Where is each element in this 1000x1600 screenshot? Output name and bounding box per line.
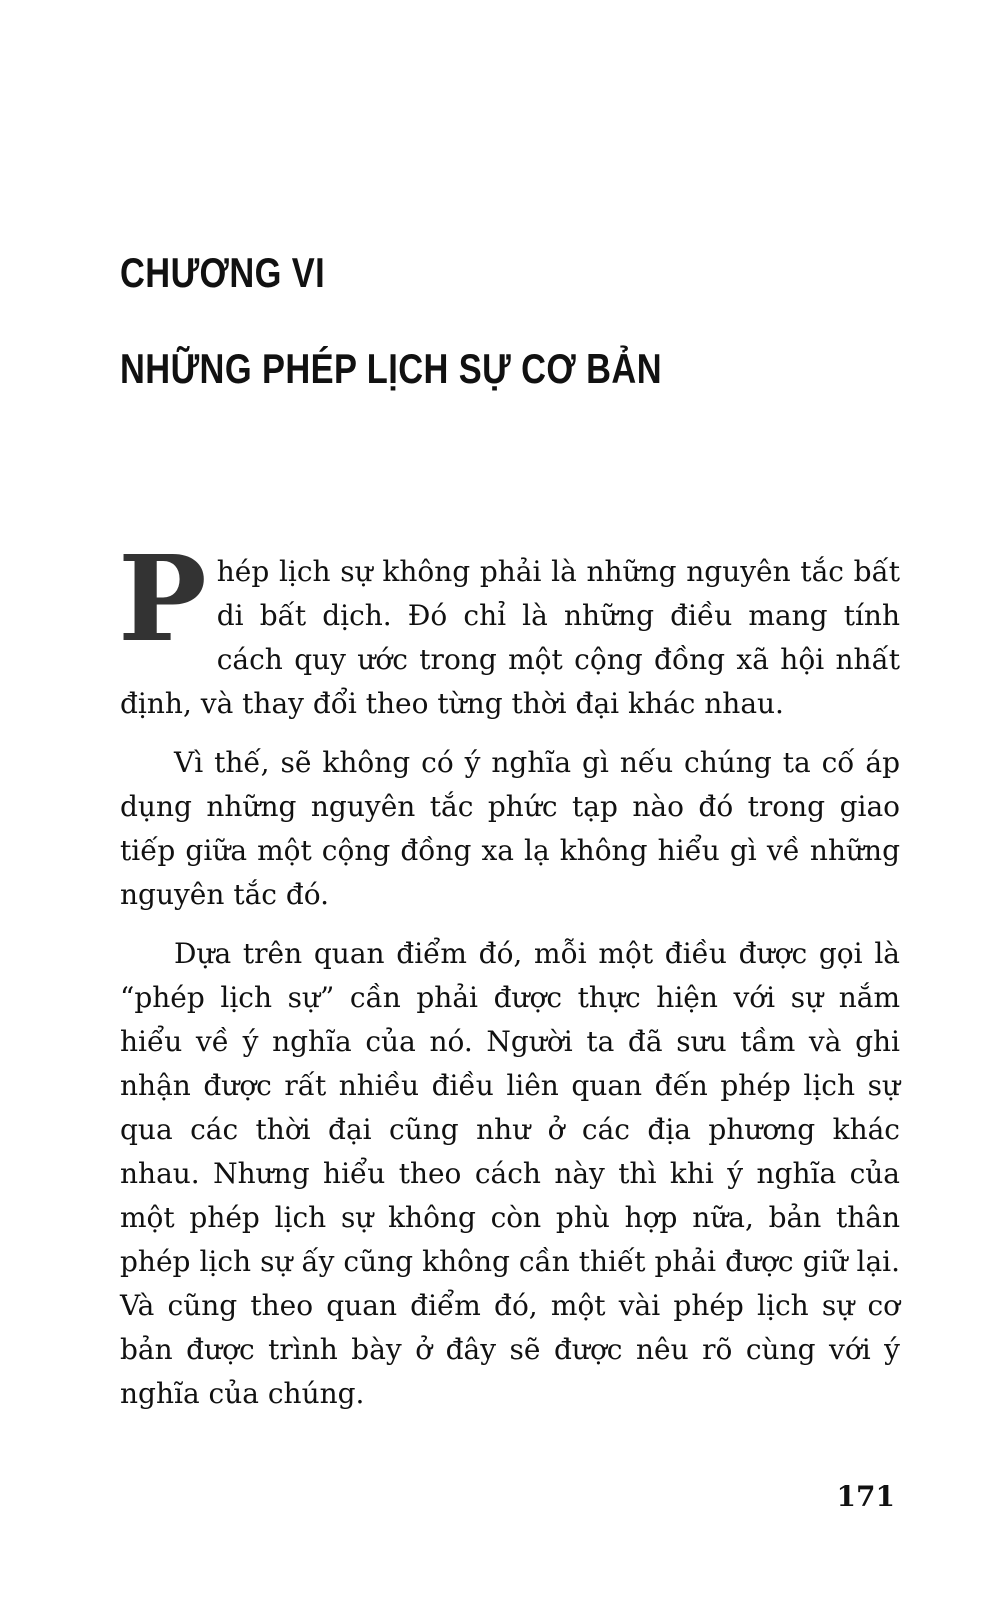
page-number: 171 <box>836 1480 895 1513</box>
chapter-body <box>118 529 900 1431</box>
paragraph-2: Vì thế, sẽ không có ý nghĩa gì nếu chúng ta cố áp dụng những nguyên tắc phức tạp nào đó trong giao tiếp giữa một cộng đồng xa lạ không hiểu gì về những nguyên tắc đó. <box>120 746 900 911</box>
paragraph-1 <box>118 529 900 726</box>
paragraph-3: Dựa trên quan điểm đó, mỗi một điều được gọi là “phép lịch sự” cần phải được thực hiện với sự nắm hiểu về ý nghĩa của nó. Người ta đã sưu tầm và ghi nhận được rất nhiều điều liên quan đến phép lịch sự qua các thời đại cũng như ở các địa phương khác nhau. Nhưng hiểu theo cách này thì khi ý nghĩa của một phép lịch sự không còn phù hợp nữa, bản thân phép lịch sự ấy cũng không cần thiết phải được giữ lại. Và cũng theo quan điểm đó, một vài phép lịch sự cơ bản được trình bày ở đây sẽ được nêu rõ cùng với ý nghĩa của chúng. <box>120 937 900 1410</box>
paragraph-1-text: hép lịch sự không phải là những nguyên tắc bất di bất dịch. Đó chỉ là những điều mang tính cách quy ước trong một cộng đồng xã hội nhất định, và thay đổi theo từng thời đại khác nhau. <box>120 555 900 720</box>
drop-cap-letter: P <box>118 529 207 668</box>
chapter-title: NHỮNG PHÉP LỊCH SỰ CƠ BẢN <box>120 345 662 392</box>
chapter-label: CHƯƠNG VI <box>120 249 326 296</box>
